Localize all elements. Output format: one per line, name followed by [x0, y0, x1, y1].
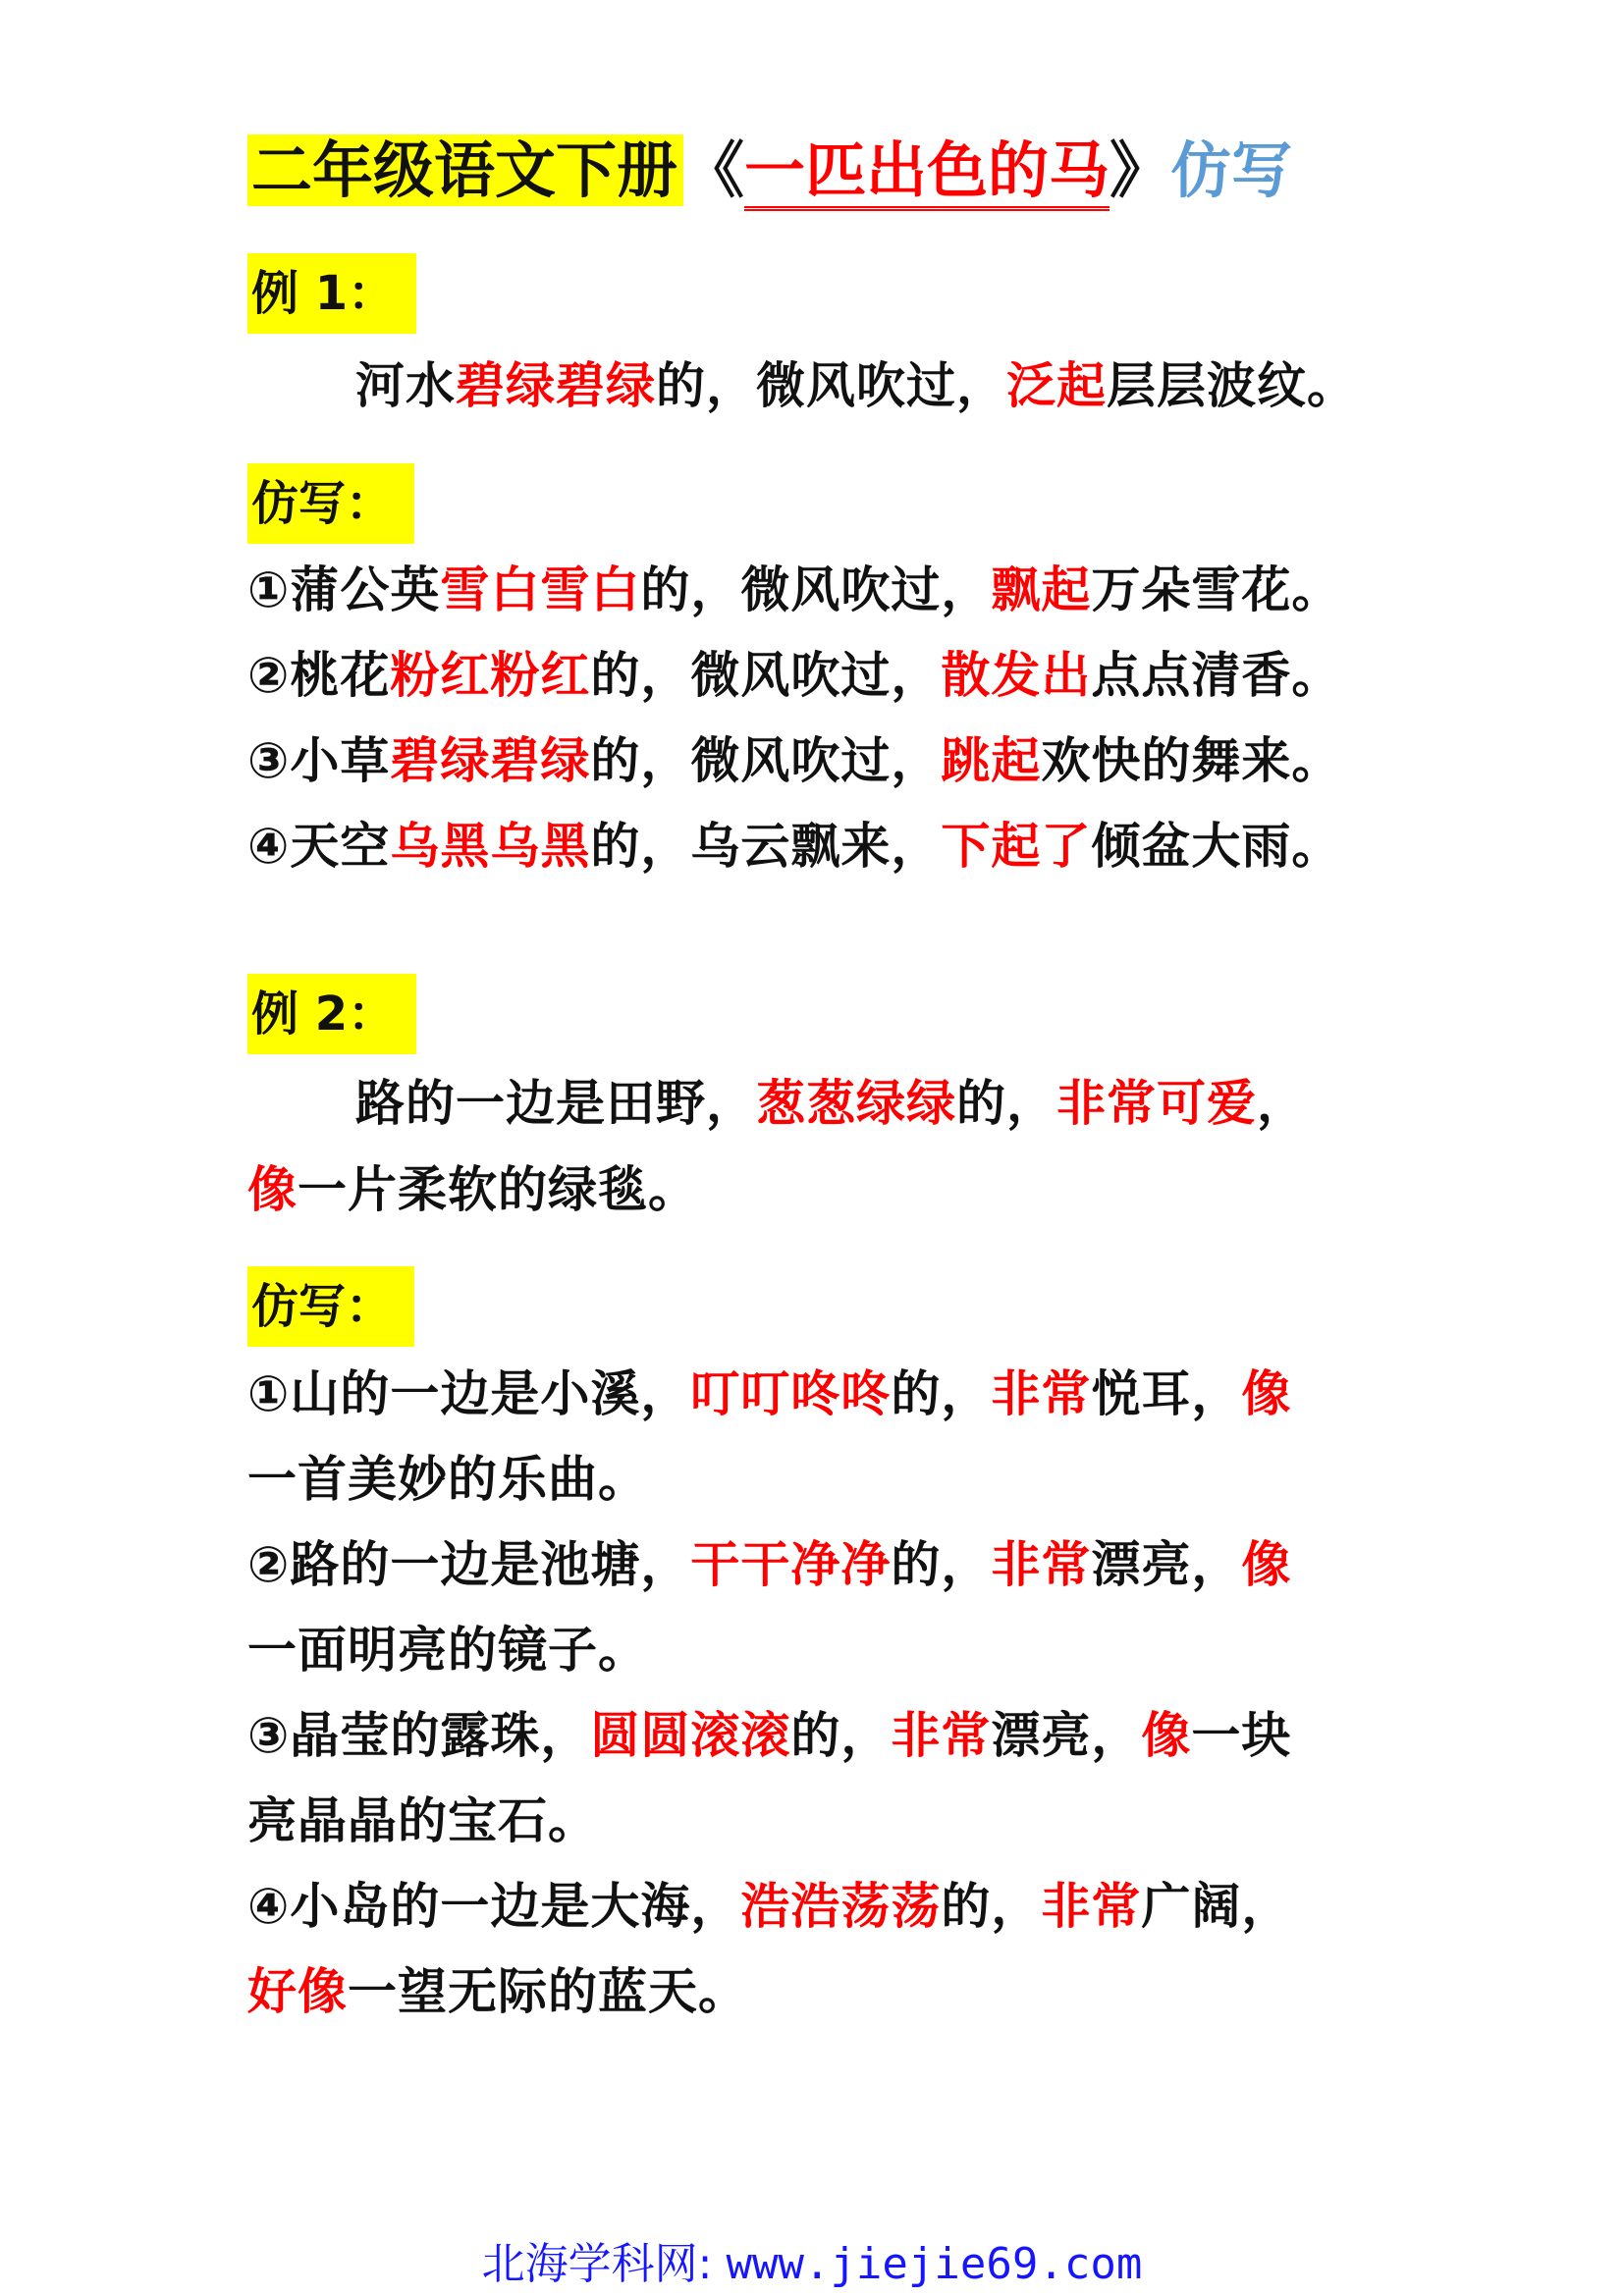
imitate1-part: 万朵雪花。: [1091, 561, 1342, 618]
footer-site-name: 北海学科网:: [481, 2239, 713, 2289]
example1-part: 层层波纹。: [1107, 357, 1357, 414]
imitate2-part: 叮叮咚咚: [690, 1365, 892, 1422]
imitate2-part: 像: [1241, 1536, 1292, 1593]
imitate2-part: 非常: [1041, 1878, 1142, 1935]
imitate1-part: 飘起: [991, 561, 1092, 618]
imitate1-part: ④天空: [247, 818, 391, 875]
imitate1-part: ③小草: [247, 732, 391, 789]
imitate2-item-2-line-1: [247, 1530, 1291, 1599]
imitate2-item-3-line-2: [247, 1787, 598, 1855]
imitate1-item-4: [247, 812, 1341, 881]
imitate2-part: 悦耳，: [1091, 1365, 1242, 1422]
example2-part: 一片柔软的绿毯。: [298, 1161, 698, 1218]
imitate2-part: 的，: [941, 1878, 1042, 1935]
imitate1-part: 的，微风吹过，: [590, 647, 942, 704]
imitate2-part: ④小岛的一边是大海，: [247, 1878, 741, 1935]
imitate2-part: 漂亮，: [991, 1707, 1142, 1764]
imitate1-part: ②桃花: [247, 647, 391, 704]
example2-part: 葱葱绿绿: [756, 1075, 956, 1132]
imitate1-part: 点点清香。: [1091, 647, 1342, 704]
imitate2-part: 干干净净: [690, 1536, 892, 1593]
imitate2-item-4-line-1: [247, 1872, 1291, 1941]
example2-line-1: [355, 1069, 1307, 1138]
title-open-quote: 《: [683, 134, 745, 206]
imitate2-part: 一首美妙的乐曲。: [247, 1451, 648, 1508]
imitate2-label: 仿写：: [247, 1266, 414, 1347]
example2-label: 例 2：: [247, 974, 416, 1054]
imitate1-part: 倾盆大雨。: [1091, 818, 1342, 875]
imitate2-part: 好像: [247, 1963, 348, 2020]
footer-url[interactable]: www.jiejie69.com: [726, 2239, 1143, 2289]
imitate1-part: 乌黑乌黑: [390, 818, 591, 875]
imitate1-item-3: [247, 726, 1341, 795]
imitate2-part: 非常: [991, 1536, 1092, 1593]
imitate1-part: 散发出: [941, 647, 1092, 704]
imitate2-part: 非常: [991, 1365, 1092, 1422]
imitate1-item-1: [247, 556, 1341, 624]
example2-part: 非常可爱: [1056, 1075, 1257, 1132]
imitate2-part: ②路的一边是池塘，: [247, 1536, 691, 1593]
example1-sentence: [355, 351, 1357, 420]
imitate2-part: 一面明亮的镜子。: [247, 1622, 648, 1679]
example1-part: 泛起: [1006, 357, 1107, 414]
imitate1-part: ①蒲公英: [247, 561, 441, 618]
imitate2-part: 漂亮，: [1091, 1536, 1242, 1593]
imitate2-part: 的，: [891, 1536, 992, 1593]
imitate2-part: 亮晶晶的宝石。: [247, 1792, 598, 1849]
imitate2-part: 一块: [1191, 1707, 1292, 1764]
imitate2-part: 广阔，: [1141, 1878, 1292, 1935]
imitate1-item-2: [247, 641, 1341, 710]
imitate2-part: ①山的一边是小溪，: [247, 1365, 691, 1422]
imitate2-part: 非常: [891, 1707, 992, 1764]
title-lesson: 一匹出色的马: [744, 134, 1110, 211]
example1-part: 碧绿碧绿: [456, 357, 656, 414]
imitate2-item-1-line-1: [247, 1360, 1291, 1428]
title-close-quote: 》: [1110, 134, 1171, 206]
imitate1-part: 的，微风吹过，: [640, 561, 992, 618]
example1-label: 例 1：: [247, 253, 416, 334]
example2-part: 像: [247, 1161, 298, 1218]
imitate2-part: 圆圆滚滚: [590, 1707, 791, 1764]
imitate1-part: 的，微风吹过，: [590, 732, 942, 789]
imitate1-label: 仿写：: [247, 463, 414, 544]
imitate1-part: 欢快的舞来。: [1041, 732, 1342, 789]
imitate1-part: 碧绿碧绿: [390, 732, 591, 789]
imitate2-part: ③晶莹的露珠，: [247, 1707, 591, 1764]
example2-line-2: [247, 1155, 698, 1224]
imitate2-part: 的，: [891, 1365, 992, 1422]
imitate1-part: 的，乌云飘来，: [590, 818, 942, 875]
page-title: [247, 120, 1292, 222]
imitate1-part: 粉红粉红: [390, 647, 591, 704]
imitate2-item-2-line-2: [247, 1616, 648, 1684]
imitate1-part: 跳起: [941, 732, 1042, 789]
imitate2-part: 像: [1241, 1365, 1292, 1422]
example2-part: 路的一边是田野，: [355, 1075, 756, 1132]
example2-part: 的，: [956, 1075, 1056, 1132]
imitate2-item-3-line-1: [247, 1701, 1291, 1770]
imitate2-part: 像: [1141, 1707, 1192, 1764]
imitate2-item-4-line-2: [247, 1957, 748, 2026]
imitate2-item-1-line-2: [247, 1445, 648, 1514]
imitate2-part: 的，: [790, 1707, 892, 1764]
title-suffix: 仿写: [1170, 134, 1293, 206]
title-grade: 二年级语文下册: [247, 134, 683, 206]
example2-part: ，: [1257, 1075, 1307, 1132]
example1-part: 的，微风吹过，: [656, 357, 1006, 414]
imitate2-part: 一望无际的蓝天。: [348, 1963, 748, 2020]
imitate1-part: 雪白雪白: [440, 561, 641, 618]
footer-watermark: [0, 2228, 1624, 2291]
imitate1-part: 下起了: [941, 818, 1092, 875]
imitate2-part: 浩浩荡荡: [740, 1878, 942, 1935]
example1-part: 河水: [355, 357, 456, 414]
